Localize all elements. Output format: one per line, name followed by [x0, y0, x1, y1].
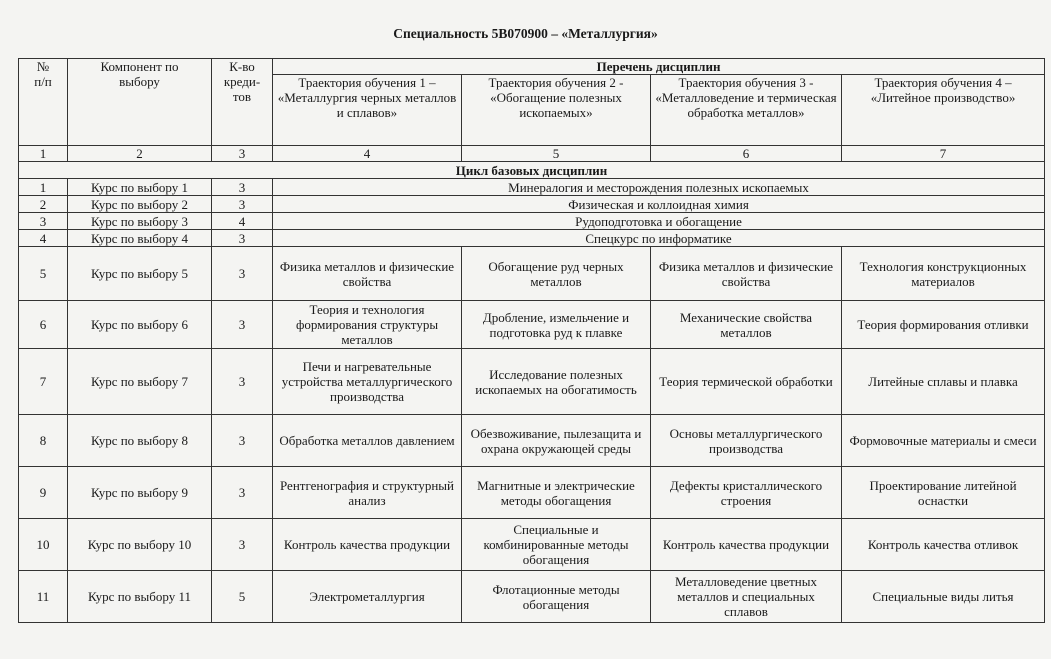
- row-number: 3: [19, 213, 68, 230]
- row-number: 1: [19, 179, 68, 196]
- table-row: [19, 230, 1045, 247]
- row-component: Курс по выбору 6: [68, 301, 212, 349]
- row-credits: 3: [212, 519, 273, 571]
- row-number: 9: [19, 467, 68, 519]
- cycle-row: [19, 162, 1045, 179]
- column-number-row: [19, 146, 1045, 162]
- row-credits: 5: [212, 571, 273, 623]
- row-credits: 3: [212, 179, 273, 196]
- column-number: 7: [842, 146, 1045, 162]
- row-component: Курс по выбору 8: [68, 415, 212, 467]
- row-track-4: Формовочные материалы и смеси: [842, 415, 1045, 467]
- row-track-2: Дробление, измельчение и подготовка руд к плавке: [462, 301, 651, 349]
- row-track-1: Рентгенография и структурный анализ: [273, 467, 462, 519]
- header-track-1: Траектория обучения 1 – «Металлургия черных металлов и сплавов»: [273, 75, 462, 146]
- row-track-3: Металловедение цветных металлов и специальных сплавов: [651, 571, 842, 623]
- row-track-3: Физика металлов и физические свойства: [651, 247, 842, 301]
- column-number: 5: [462, 146, 651, 162]
- row-number: 2: [19, 196, 68, 213]
- row-track-2: Специальные и комбинированные методы обогащения: [462, 519, 651, 571]
- header-track-4: Траектория обучения 4 – «Литейное производство»: [842, 75, 1045, 146]
- row-number: 4: [19, 230, 68, 247]
- table-row: [19, 301, 1045, 349]
- table-row: [19, 179, 1045, 196]
- column-number: 1: [19, 146, 68, 162]
- table-row: [19, 349, 1045, 415]
- row-credits: 3: [212, 230, 273, 247]
- row-track-4: Контроль качества отливок: [842, 519, 1045, 571]
- row-number: 8: [19, 415, 68, 467]
- row-component: Курс по выбору 1: [68, 179, 212, 196]
- cycle-heading: Цикл базовых дисциплин: [19, 162, 1045, 179]
- table-row: [19, 196, 1045, 213]
- row-discipline: Спецкурс по информатике: [273, 230, 1045, 247]
- row-track-3: Контроль качества продукции: [651, 519, 842, 571]
- row-track-2: Обогащение руд черных металлов: [462, 247, 651, 301]
- table-row: [19, 415, 1045, 467]
- row-credits: 3: [212, 247, 273, 301]
- row-component: Курс по выбору 9: [68, 467, 212, 519]
- row-track-4: Теория формирования отливки: [842, 301, 1045, 349]
- table-row: [19, 247, 1045, 301]
- row-number: 11: [19, 571, 68, 623]
- row-credits: 3: [212, 301, 273, 349]
- row-discipline: Минералогия и месторождения полезных ископаемых: [273, 179, 1045, 196]
- row-track-3: Механические свойства металлов: [651, 301, 842, 349]
- table-row: [19, 213, 1045, 230]
- row-track-2: Магнитные и электрические методы обогащения: [462, 467, 651, 519]
- curriculum-table: [18, 58, 1045, 623]
- row-track-3: Основы металлургического производства: [651, 415, 842, 467]
- row-track-1: Электрометаллургия: [273, 571, 462, 623]
- row-track-1: Контроль качества продукции: [273, 519, 462, 571]
- row-track-1: Физика металлов и физические свойства: [273, 247, 462, 301]
- column-number: 3: [212, 146, 273, 162]
- row-component: Курс по выбору 2: [68, 196, 212, 213]
- row-number: 5: [19, 247, 68, 301]
- row-number: 6: [19, 301, 68, 349]
- row-track-4: Специальные виды литья: [842, 571, 1045, 623]
- column-number: 4: [273, 146, 462, 162]
- table-row: [19, 467, 1045, 519]
- row-discipline: Рудоподготовка и обогащение: [273, 213, 1045, 230]
- header-num: № п/п: [19, 59, 68, 146]
- document-title: Специальность 5В070900 – «Металлургия»: [393, 26, 658, 41]
- row-track-2: Обезвоживание, пылезащита и охрана окружающей среды: [462, 415, 651, 467]
- row-track-1: Теория и технология формирования структуры металлов: [273, 301, 462, 349]
- row-number: 7: [19, 349, 68, 415]
- row-component: Курс по выбору 5: [68, 247, 212, 301]
- row-credits: 3: [212, 415, 273, 467]
- row-track-2: Исследование полезных ископаемых на обогатимость: [462, 349, 651, 415]
- row-track-4: Проектирование литейной оснастки: [842, 467, 1045, 519]
- row-discipline: Физическая и коллоидная химия: [273, 196, 1045, 213]
- row-credits: 3: [212, 196, 273, 213]
- header-credits: К-во креди- тов: [212, 59, 273, 146]
- row-component: Курс по выбору 11: [68, 571, 212, 623]
- table-row: [19, 571, 1045, 623]
- row-component: Курс по выбору 3: [68, 213, 212, 230]
- row-number: 10: [19, 519, 68, 571]
- row-component: Курс по выбору 7: [68, 349, 212, 415]
- row-track-4: Литейные сплавы и плавка: [842, 349, 1045, 415]
- header-track-2: Траектория обучения 2 - «Обогащение полезных ископаемых»: [462, 75, 651, 146]
- header-track-3: Траектория обучения 3 - «Металловедение и термическая обработка металлов»: [651, 75, 842, 146]
- row-credits: 4: [212, 213, 273, 230]
- row-track-3: Дефекты кристаллического строения: [651, 467, 842, 519]
- row-track-2: Флотационные методы обогащения: [462, 571, 651, 623]
- row-credits: 3: [212, 349, 273, 415]
- row-component: Курс по выбору 4: [68, 230, 212, 247]
- row-credits: 3: [212, 467, 273, 519]
- row-track-3: Теория термической обработки: [651, 349, 842, 415]
- row-track-4: Технология конструкционных материалов: [842, 247, 1045, 301]
- table-row: [19, 519, 1045, 571]
- row-track-1: Обработка металлов давлением: [273, 415, 462, 467]
- column-number: 6: [651, 146, 842, 162]
- row-component: Курс по выбору 10: [68, 519, 212, 571]
- column-number: 2: [68, 146, 212, 162]
- row-track-1: Печи и нагревательные устройства металлургического производства: [273, 349, 462, 415]
- header-disciplines: Перечень дисциплин: [273, 59, 1045, 75]
- header-component: Компонент по выбору: [68, 59, 212, 146]
